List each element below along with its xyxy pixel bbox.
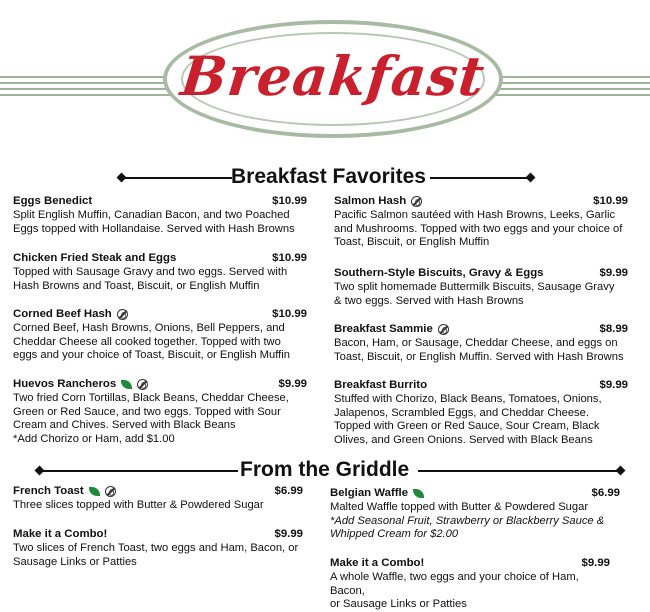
item-price: $8.99	[599, 323, 628, 335]
item-price: $9.99	[274, 528, 303, 540]
item-name: Huevos Rancheros	[13, 378, 117, 390]
item-name: Salmon Hash	[334, 195, 407, 207]
item-description: Bacon, Ham, or Sausage, Cheddar Cheese, and eggs on Toast, Biscuit, or English Muffin. Served with Hash Browns	[334, 337, 624, 363]
item-price: $10.99	[272, 252, 307, 264]
rule-end-diamond	[526, 173, 536, 183]
menu-item	[334, 266, 640, 308]
menu-item	[13, 484, 303, 513]
item-add-on-note: *Add Chorizo or Ham, add $1.00	[13, 432, 175, 445]
menu-item	[330, 556, 610, 612]
section-heading-breakfast-favorites	[0, 165, 650, 189]
item-price: $9.99	[599, 379, 628, 391]
gluten-free-icon	[411, 196, 422, 207]
item-description: Three slices topped with Butter & Powdered Sugar	[13, 499, 264, 511]
item-price: $9.99	[581, 557, 610, 569]
item-description: Split English Muffin, Canadian Bacon, and two Poached Eggs topped with Hollandaise. Served with Hash Browns	[13, 209, 295, 235]
item-price: $9.99	[599, 267, 628, 279]
item-price: $10.99	[593, 195, 628, 207]
menu-item	[13, 251, 307, 293]
heading-rule	[120, 177, 232, 179]
menu-item	[13, 527, 303, 569]
item-description: Two slices of French Toast, two eggs and Ham, Bacon, or Sausage Links or Patties	[13, 542, 299, 568]
gluten-free-icon	[137, 379, 148, 390]
rule-end-diamond	[616, 466, 626, 476]
item-name: Belgian Waffle	[330, 487, 409, 499]
section-title: From the Griddle	[240, 458, 410, 481]
item-name: Southern-Style Biscuits, Gravy & Eggs	[334, 267, 544, 279]
item-name: Eggs Benedict	[13, 195, 93, 207]
item-name: Make it a Combo!	[13, 528, 108, 540]
item-price: $6.99	[591, 487, 620, 499]
item-name: Corned Beef Hash	[13, 308, 112, 320]
section-title: Breakfast Favorites	[231, 165, 426, 188]
item-description: A whole Waffle, two eggs and your choice of Ham, Bacon, or Sausage Links or Patties	[330, 571, 579, 611]
menu-item	[330, 486, 620, 542]
heading-rule	[418, 470, 620, 472]
item-description: Corned Beef, Hash Browns, Onions, Bell Peppers, and Cheddar Cheese all cooked together. Topped with two eggs and your choice of Toast, Biscuit, or English Muffin	[13, 322, 290, 362]
heading-rule	[430, 177, 530, 179]
vegetarian-leaf-icon	[89, 487, 100, 496]
menu-item	[334, 194, 640, 250]
item-name: Chicken Fried Steak and Eggs	[13, 252, 177, 264]
gluten-free-icon	[438, 324, 449, 335]
item-name: Breakfast Burrito	[334, 379, 428, 391]
menu-item	[13, 377, 307, 446]
menu-item	[13, 307, 307, 363]
menu-item	[334, 322, 644, 364]
item-description: Malted Waffle topped with Butter & Powdered Sugar	[330, 501, 589, 513]
item-add-on-note: *Add Seasonal Fruit, Strawberry or Blackberry Sauce & Whipped Cream for $2.00	[330, 514, 605, 541]
gluten-free-icon	[117, 309, 128, 320]
item-name: Make it a Combo!	[330, 557, 425, 569]
item-price: $10.99	[272, 308, 307, 320]
item-description: Two split homemade Buttermilk Biscuits, Sausage Gravy & two eggs. Served with Hash Browns	[334, 281, 615, 307]
item-price: $6.99	[274, 485, 303, 497]
gluten-free-icon	[105, 486, 116, 497]
breakfast-banner	[0, 0, 650, 140]
item-price: $9.99	[278, 378, 307, 390]
item-description: Topped with Sausage Gravy and two eggs. Served with Hash Browns and Toast, Biscuit, or English Muffin	[13, 266, 288, 292]
section-heading-from-the-griddle	[0, 458, 650, 482]
menu-item	[13, 194, 307, 236]
page-title: Breakfast	[177, 44, 489, 108]
item-name: French Toast	[13, 485, 84, 497]
vegetarian-leaf-icon	[413, 489, 424, 498]
item-description: Two fried Corn Tortillas, Black Beans, Cheddar Cheese, Green or Red Sauce, and two eggs. Topped with Sour Cream and Chives. Served with Black Beans	[13, 392, 289, 432]
rule-end-diamond	[117, 173, 127, 183]
item-description: Pacific Salmon sautéed with Hash Browns, Leeks, Garlic and Mushrooms. Topped with two eggs and your choice of Toast, Biscuit, or English Muffin	[334, 209, 623, 249]
vegetarian-leaf-icon	[121, 380, 132, 389]
item-name: Breakfast Sammie	[334, 323, 433, 335]
heading-rule	[38, 470, 238, 472]
item-price: $10.99	[272, 195, 307, 207]
menu-item	[334, 378, 640, 447]
rule-end-diamond	[35, 466, 45, 476]
item-description: Stuffed with Chorizo, Black Beans, Tomatoes, Onions, Jalapenos, Scrambled Eggs, and Cheddar Cheese. Topped with Green or Red Sauce, Sour Cream, Black Olives, and Green Onions. Served with Black Beans	[334, 393, 602, 446]
